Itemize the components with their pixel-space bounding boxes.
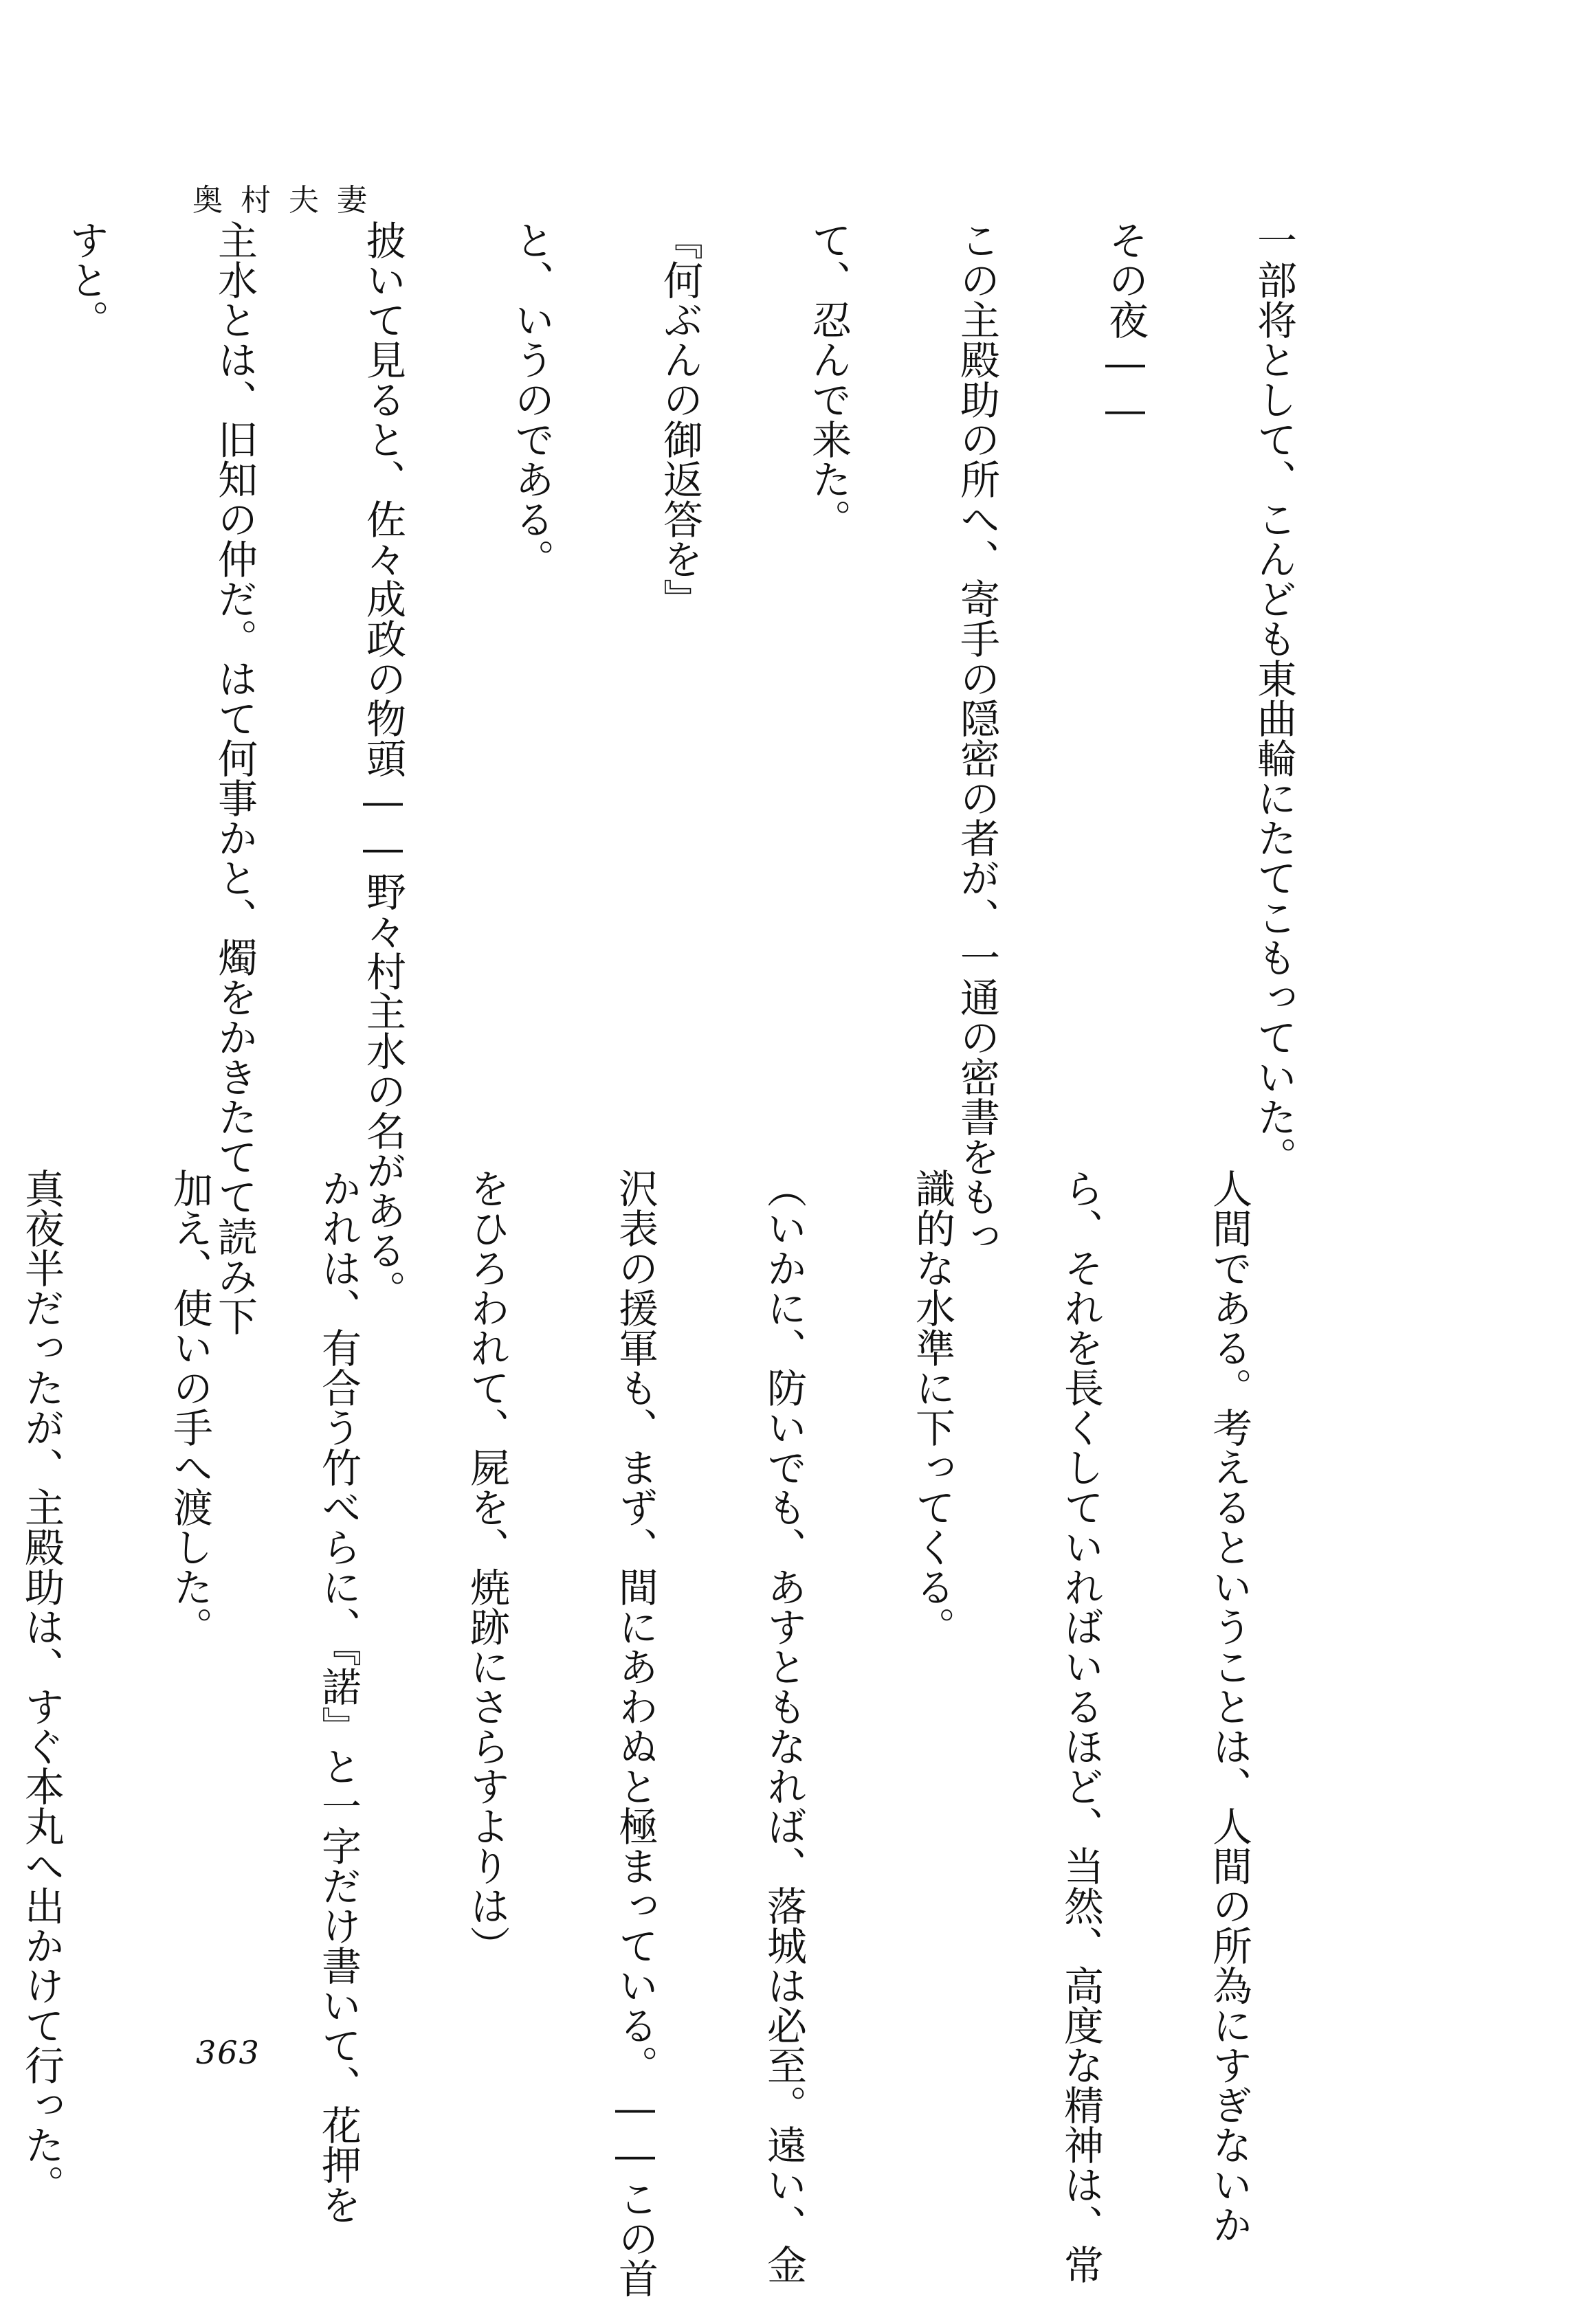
- text-line: 主水とは、旧知の仲だ。はて何事かと、燭をかきたてて読み下: [211, 220, 258, 1336]
- text-line: その夜――: [1102, 220, 1149, 433]
- text-line: 加え、使いの手へ渡した。: [166, 1168, 213, 1646]
- text-line: 一部将として、こんども東曲輪にたてこもっていた。: [1250, 220, 1297, 1176]
- upper-text-block: [0, 220, 1397, 1336]
- page-number: 363: [196, 2034, 261, 2071]
- text-line: をひろわれて、屍を、焼跡にさらすよりは）: [463, 1168, 510, 1965]
- lower-text-block: [0, 1168, 1353, 2298]
- text-line: この主殿助の所へ、寄手の隠密の者が、一通の密書をもっ: [953, 220, 1000, 1256]
- text-line: 真夜半だったが、主殿助は、すぐ本丸へ出かけて行った。: [18, 1168, 65, 2204]
- text-line: （いかに、防いでも、あすともなれば、落城は必至。遠い、金: [760, 1168, 807, 2284]
- text-line: 沢表の援軍も、まず、間にあわぬと極まっている。――この首: [612, 1168, 658, 2298]
- text-line: 『何ぶんの御返答を』: [656, 220, 703, 618]
- text-line: ら、それを長くしていればいるほど、当然、高度な精神は、常: [1057, 1168, 1104, 2284]
- text-line: すと。: [63, 220, 109, 339]
- text-line: 人間である。考えるということは、人間の所為にすぎないか: [1206, 1168, 1252, 2244]
- text-line: て、忍んで来た。: [805, 220, 852, 539]
- text-line: 識的な水準に下ってくる。: [909, 1168, 955, 1646]
- text-line: 披いて見ると、佐々成政の物頭――野々村主水の名がある。: [359, 220, 406, 1310]
- running-header: 奥村夫妻: [192, 183, 385, 218]
- text-line: と、いうのである。: [508, 220, 555, 579]
- text-line: かれは、有合う竹べらに、『諾』と一字だけ書いて、花押を: [315, 1168, 362, 2224]
